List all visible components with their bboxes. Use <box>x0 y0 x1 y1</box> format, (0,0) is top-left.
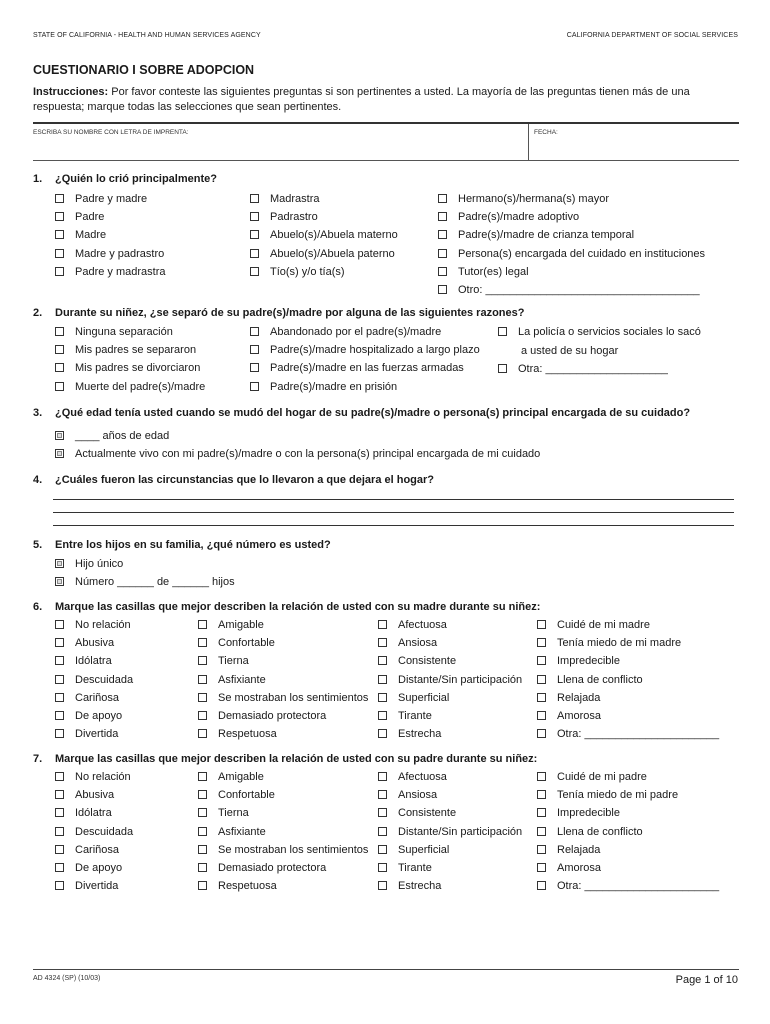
q7-option-label: Abusiva <box>75 789 115 802</box>
checkbox[interactable] <box>378 638 387 647</box>
page-number: Page 1 of 10 <box>675 974 738 986</box>
q6-option-label: Se mostraban los sentimientos <box>218 691 369 704</box>
q7-option-label: Amorosa <box>557 862 602 874</box>
checkbox[interactable] <box>537 620 546 629</box>
checkbox[interactable] <box>498 364 507 373</box>
q2-option-other[interactable]: Otra: ____________________ <box>498 362 668 376</box>
q7-option[interactable] <box>55 788 114 802</box>
checkbox[interactable] <box>378 656 387 665</box>
q1-option[interactable] <box>55 192 147 206</box>
question-5: 5. Entre los hijos en su familia, ¿qué número es usted? <box>33 539 331 551</box>
q6-option-label: Superficial <box>398 691 450 704</box>
checkbox[interactable] <box>198 638 207 647</box>
checkbox[interactable] <box>537 772 546 781</box>
checkbox[interactable] <box>55 675 64 684</box>
q7-option-label: Amigable <box>218 771 264 783</box>
checkbox[interactable] <box>537 863 546 872</box>
checkbox[interactable] <box>55 267 64 276</box>
checkbox[interactable] <box>498 327 507 336</box>
q6-option-label: Ansiosa <box>398 637 438 650</box>
q7-option[interactable] <box>537 843 600 857</box>
checkbox[interactable] <box>55 693 64 702</box>
q7-option-label: Tirante <box>398 862 432 874</box>
q6-option-label: Respetuosa <box>218 728 277 741</box>
checkbox[interactable] <box>198 656 207 665</box>
q6-option-label: Distante/Sin participación <box>398 673 523 686</box>
question-3: 3. ¿Qué edad tenía usted cuando se mudó del hogar de su padre(s)/madre o persona(s) principal encargada de su cuidado? <box>33 407 691 419</box>
q1-option[interactable] <box>438 228 634 242</box>
q7-option[interactable] <box>198 861 326 875</box>
q1-option-label: Padre <box>75 211 105 224</box>
q7-option[interactable] <box>378 770 447 784</box>
checkbox[interactable] <box>378 808 387 817</box>
q6-option[interactable] <box>537 691 600 705</box>
q6-option[interactable] <box>198 691 368 705</box>
q2-option[interactable] <box>55 361 200 375</box>
q1-option[interactable] <box>438 247 705 261</box>
checkbox[interactable] <box>438 194 447 203</box>
q7-option-label: Consistente <box>398 807 457 820</box>
name-date-divider <box>528 124 529 160</box>
q2-option-label: Padre(s)/madre en las fuerzas armadas <box>270 362 464 375</box>
checkbox[interactable] <box>537 827 546 836</box>
checkbox[interactable] <box>378 881 387 890</box>
q6-option[interactable] <box>537 618 650 632</box>
q2-option-label: Padre(s)/madre hospitalizado a largo plazo <box>270 344 480 357</box>
q6-option[interactable] <box>378 691 449 705</box>
checkbox[interactable] <box>250 327 259 336</box>
answer-line-1[interactable] <box>53 499 734 500</box>
q7-option[interactable] <box>378 825 522 839</box>
agency-left: STATE OF CALIFORNIA - HEALTH AND HUMAN SERVICES AGENCY <box>33 32 261 39</box>
q7-option-label: Cuidé de mi padre <box>557 771 647 783</box>
q7-option-label: Asfixiante <box>218 825 266 838</box>
q1-option[interactable] <box>438 283 700 297</box>
q6-option-label: Cuidé de mi madre <box>557 619 650 631</box>
checkbox[interactable] <box>55 449 64 458</box>
q7-option-label: De apoyo <box>75 862 123 874</box>
q2-option-label: Padre(s)/madre en prisión <box>270 380 398 393</box>
q7-option[interactable] <box>537 861 601 875</box>
name-box-top <box>33 122 739 124</box>
q1-option-label: Madrastra <box>270 193 320 205</box>
q1-option[interactable] <box>250 247 395 261</box>
checkbox[interactable] <box>378 620 387 629</box>
checkbox[interactable] <box>198 693 207 702</box>
q6-option-label: Otra: ______________________ <box>557 728 720 741</box>
name-label: ESCRIBA SU NOMBRE CON LETRA DE IMPRENTA: <box>33 129 189 136</box>
q7-option[interactable] <box>378 879 441 893</box>
q6-option-label: Consistente <box>398 655 457 668</box>
checkbox[interactable] <box>438 267 447 276</box>
q7-option-label: No relación <box>75 771 131 783</box>
checkbox[interactable] <box>55 845 64 854</box>
q7-option-label: Idólatra <box>75 807 112 820</box>
q6-option[interactable] <box>378 654 456 668</box>
checkbox[interactable] <box>537 656 546 665</box>
q6-option-label: Amigable <box>218 619 264 631</box>
checkbox[interactable] <box>55 559 64 568</box>
q7-option[interactable] <box>378 806 456 820</box>
q3-option-age[interactable]: ____ años de edad <box>55 429 169 443</box>
checkbox[interactable] <box>55 881 64 890</box>
q6-option[interactable] <box>537 709 601 723</box>
q7-option[interactable] <box>55 861 122 875</box>
question-1: 1. ¿Quién lo crió principalmente? <box>33 173 217 185</box>
checkbox[interactable] <box>537 638 546 647</box>
q6-option-label: Demasiado protectora <box>218 710 327 722</box>
checkbox[interactable] <box>55 638 64 647</box>
checkbox[interactable] <box>378 790 387 799</box>
q6-option-label: Amorosa <box>557 710 602 722</box>
checkbox[interactable] <box>55 729 64 738</box>
q6-option-label: Divertida <box>75 728 119 741</box>
checkbox[interactable] <box>55 863 64 872</box>
checkbox[interactable] <box>537 693 546 702</box>
q1-option-label: Otro: ___________________________________ <box>458 284 700 296</box>
q7-option[interactable] <box>537 825 643 839</box>
checkbox[interactable] <box>378 863 387 872</box>
checkbox[interactable] <box>438 285 447 294</box>
q7-option[interactable] <box>55 843 119 857</box>
q1-option[interactable] <box>55 265 165 279</box>
answer-line-3[interactable] <box>53 525 734 526</box>
q6-option-label: No relación <box>75 619 131 631</box>
q7-option-label: Impredecible <box>557 807 620 820</box>
q5-option-number[interactable]: Número ______ de ______ hijos <box>55 575 235 589</box>
q2-option-label: Mis padres se divorciaron <box>75 362 201 375</box>
q1-option-label: Padre y madrastra <box>75 265 166 278</box>
checkbox[interactable] <box>378 827 387 836</box>
instructions-text: Por favor conteste las siguientes preguntas si son pertinentes a usted. La mayoría de las preguntas tienen más de una respuesta; marque todas las selecciones que sean pertinentes. <box>33 86 690 113</box>
checkbox[interactable] <box>438 212 447 221</box>
q6-option-label: Cariñosa <box>75 691 120 704</box>
q2-option[interactable] <box>55 343 196 357</box>
q2-option[interactable] <box>250 361 464 375</box>
q6-option-label: Estrecha <box>398 728 442 741</box>
checkbox[interactable] <box>250 345 259 354</box>
q6-option[interactable] <box>378 636 437 650</box>
checkbox[interactable] <box>198 620 207 629</box>
q3-option-live-with[interactable]: Actualmente vivo con mi padre(s)/madre o con la persona(s) principal encargada de mi cuidado <box>55 447 540 461</box>
q6-option-label: Idólatra <box>75 655 112 668</box>
q6-option[interactable] <box>378 618 447 632</box>
q7-option[interactable] <box>537 788 678 802</box>
checkbox[interactable] <box>537 881 546 890</box>
q1-option-label: Tío(s) y/o tía(s) <box>270 265 345 278</box>
checkbox[interactable] <box>198 790 207 799</box>
q1-option[interactable] <box>438 265 529 279</box>
q6-option[interactable] <box>198 636 275 650</box>
q6-option[interactable] <box>537 654 620 668</box>
q1-option[interactable] <box>438 192 609 206</box>
q7-option-label: Estrecha <box>398 880 442 893</box>
q6-option[interactable] <box>537 636 681 650</box>
q6-option-label: Llena de conflicto <box>557 673 643 686</box>
name-box-bottom <box>33 160 739 161</box>
checkbox[interactable] <box>250 363 259 372</box>
q6-option-label: Tirante <box>398 710 432 722</box>
checkbox[interactable] <box>250 382 259 391</box>
q5-option-only-child[interactable]: Hijo único <box>55 557 123 571</box>
checkbox[interactable] <box>198 845 207 854</box>
q6-option-label: Tenía miedo de mi madre <box>557 637 682 650</box>
q1-option[interactable] <box>55 228 106 242</box>
q7-option-label: Se mostraban los sentimientos <box>218 843 369 856</box>
q7-option[interactable] <box>537 770 647 784</box>
q2-option-police-cont: a usted de su hogar <box>521 345 619 357</box>
q6-option[interactable] <box>55 691 119 705</box>
q6-option-label: De apoyo <box>75 710 123 722</box>
q6-option[interactable] <box>55 618 131 632</box>
checkbox[interactable] <box>378 675 387 684</box>
q7-option-label: Afectuosa <box>398 771 447 783</box>
question-6: 6. Marque las casillas que mejor describen la relación de usted con su madre durante su niñez: <box>33 601 541 613</box>
checkbox[interactable] <box>537 808 546 817</box>
checkbox[interactable] <box>438 230 447 239</box>
checkbox[interactable] <box>55 249 64 258</box>
q2-option[interactable] <box>250 380 397 394</box>
q6-option[interactable] <box>55 727 118 741</box>
q7-option[interactable] <box>198 770 264 784</box>
q6-option[interactable] <box>55 709 122 723</box>
q7-option-label: Respetuosa <box>218 880 277 893</box>
q6-option[interactable] <box>198 654 249 668</box>
q7-option-label: Tenía miedo de mi padre <box>557 789 679 802</box>
checkbox[interactable] <box>537 729 546 738</box>
q7-option[interactable] <box>378 788 437 802</box>
date-field[interactable] <box>532 136 738 160</box>
q2-option-police[interactable]: La policía o servicios sociales lo sacó <box>498 325 701 339</box>
q1-option[interactable] <box>55 247 164 261</box>
checkbox[interactable] <box>250 267 259 276</box>
checkbox[interactable] <box>55 345 64 354</box>
q6-option-label: Descuidada <box>75 673 134 686</box>
checkbox[interactable] <box>198 711 207 720</box>
q2-option[interactable] <box>250 343 480 357</box>
q6-option-label: Tierna <box>218 655 249 668</box>
q7-option[interactable] <box>537 806 620 820</box>
q1-option-label: Madre <box>75 229 107 242</box>
instructions <box>33 85 733 115</box>
q7-option[interactable] <box>55 879 118 893</box>
q1-option-label: Hermano(s)/hermana(s) mayor <box>458 193 609 205</box>
q6-option[interactable] <box>378 727 441 741</box>
checkbox[interactable] <box>378 711 387 720</box>
q1-option-label: Abuelo(s)/Abuela paterno <box>270 247 395 260</box>
q2-option-label: Mis padres se separaron <box>75 344 197 357</box>
q7-option-label: Superficial <box>398 843 450 856</box>
checkbox[interactable] <box>378 772 387 781</box>
q1-option-label: Tutor(es) legal <box>458 265 529 278</box>
q1-option-label: Persona(s) encargada del cuidado en instituciones <box>458 247 706 260</box>
date-label: FECHA: <box>534 129 558 136</box>
checkbox[interactable] <box>55 577 64 586</box>
question-2: 2. Durante su niñez, ¿se separó de su padre(s)/madre por alguna de las siguientes razones? <box>33 307 525 319</box>
form-title: CUESTIONARIO I SOBRE ADOPCION <box>33 63 255 77</box>
q7-option-label: Ansiosa <box>398 789 438 802</box>
q6-option-label: Afectuosa <box>398 619 447 631</box>
checkbox[interactable] <box>378 729 387 738</box>
q7-option[interactable] <box>55 806 112 820</box>
q2-option[interactable] <box>55 380 205 394</box>
checkbox[interactable] <box>55 327 64 336</box>
q2-option-label: Muerte del padre(s)/madre <box>75 380 206 393</box>
checkbox[interactable] <box>378 693 387 702</box>
q6-option[interactable] <box>378 709 432 723</box>
checkbox[interactable] <box>198 827 207 836</box>
q1-option[interactable] <box>55 210 104 224</box>
q6-option[interactable] <box>378 673 522 687</box>
checkbox[interactable] <box>198 808 207 817</box>
checkbox[interactable] <box>250 194 259 203</box>
checkbox[interactable] <box>55 230 64 239</box>
q1-option[interactable] <box>250 210 318 224</box>
checkbox[interactable] <box>537 675 546 684</box>
q7-option-label: Divertida <box>75 880 119 893</box>
checkbox[interactable] <box>55 772 64 781</box>
name-field[interactable] <box>33 136 525 160</box>
form-id: AD 4324 (SP) (10/03) <box>33 975 101 982</box>
checkbox[interactable] <box>537 845 546 854</box>
checkbox[interactable] <box>250 230 259 239</box>
q1-option[interactable] <box>250 192 320 206</box>
question-7: 7. Marque las casillas que mejor describen la relación de usted con su padre durante su niñez: <box>33 753 538 765</box>
q6-option[interactable] <box>198 618 264 632</box>
checkbox[interactable] <box>55 620 64 629</box>
answer-line-2[interactable] <box>53 512 734 513</box>
checkbox[interactable] <box>55 363 64 372</box>
checkbox[interactable] <box>537 711 546 720</box>
q7-option[interactable] <box>378 861 432 875</box>
agency-right: CALIFORNIA DEPARTMENT OF SOCIAL SERVICES <box>566 32 738 39</box>
checkbox[interactable] <box>250 249 259 258</box>
instructions-label: Instrucciones: <box>33 86 109 98</box>
q7-option-label: Cariñosa <box>75 843 120 856</box>
q1-option-label: Padre y madre <box>75 193 148 205</box>
checkbox[interactable] <box>198 729 207 738</box>
q6-option[interactable] <box>55 673 133 687</box>
checkbox[interactable] <box>198 863 207 872</box>
q2-option[interactable] <box>250 325 441 339</box>
q1-option-label: Abuelo(s)/Abuela materno <box>270 229 398 242</box>
checkbox[interactable] <box>537 790 546 799</box>
q6-option-label: Abusiva <box>75 637 115 650</box>
checkbox[interactable] <box>55 711 64 720</box>
q7-option-label: Demasiado protectora <box>218 862 327 874</box>
q6-option[interactable] <box>55 636 114 650</box>
checkbox[interactable] <box>55 808 64 817</box>
q7-option[interactable] <box>198 879 277 893</box>
q6-option-label: Impredecible <box>557 655 620 668</box>
q7-option-label: Tierna <box>218 807 249 820</box>
q1-option-label: Madre y padrastro <box>75 247 165 260</box>
checkbox[interactable] <box>55 790 64 799</box>
q2-option-label: Abandonado por el padre(s)/madre <box>270 326 442 338</box>
q7-option[interactable] <box>378 843 449 857</box>
checkbox[interactable] <box>438 249 447 258</box>
q6-option[interactable] <box>537 727 719 741</box>
checkbox[interactable] <box>55 212 64 221</box>
q6-option[interactable] <box>55 654 112 668</box>
question-4: 4. ¿Cuáles fueron las circunstancias que lo llevaron a que dejara el hogar? <box>33 474 435 486</box>
checkbox[interactable] <box>198 675 207 684</box>
q7-option-label: Relajada <box>557 843 601 856</box>
q6-option-label: Relajada <box>557 691 601 704</box>
q7-option-label: Otra: ______________________ <box>557 880 720 893</box>
footer-rule <box>33 969 739 970</box>
q1-option-label: Padrastro <box>270 211 318 224</box>
q6-option[interactable] <box>537 673 643 687</box>
checkbox[interactable] <box>55 431 64 440</box>
q6-option-label: Asfixiante <box>218 673 266 686</box>
q6-option[interactable] <box>198 727 277 741</box>
q7-option[interactable] <box>55 825 133 839</box>
checkbox[interactable] <box>198 881 207 890</box>
q7-option-label: Confortable <box>218 789 275 802</box>
q7-option-label: Distante/Sin participación <box>398 825 523 838</box>
q7-option[interactable] <box>198 843 368 857</box>
checkbox[interactable] <box>378 845 387 854</box>
checkbox[interactable] <box>55 656 64 665</box>
checkbox[interactable] <box>250 212 259 221</box>
q2-option-label: Ninguna separación <box>75 326 173 338</box>
q7-option[interactable] <box>198 788 275 802</box>
q7-option-label: Descuidada <box>75 825 134 838</box>
q1-option[interactable] <box>250 265 345 279</box>
q7-option[interactable] <box>198 806 249 820</box>
checkbox[interactable] <box>55 194 64 203</box>
q2-option[interactable] <box>55 325 173 339</box>
q7-option-label: Llena de conflicto <box>557 825 643 838</box>
q7-option[interactable] <box>537 879 719 893</box>
q7-option[interactable] <box>55 770 131 784</box>
q6-option[interactable] <box>198 709 326 723</box>
q6-option-label: Confortable <box>218 637 275 650</box>
checkbox[interactable] <box>55 827 64 836</box>
q1-option-label: Padre(s)/madre de crianza temporal <box>458 229 635 242</box>
q6-option[interactable] <box>198 673 266 687</box>
q1-option-label: Padre(s)/madre adoptivo <box>458 211 580 224</box>
q1-option[interactable] <box>438 210 579 224</box>
checkbox[interactable] <box>198 772 207 781</box>
q7-option[interactable] <box>198 825 266 839</box>
q1-option[interactable] <box>250 228 398 242</box>
checkbox[interactable] <box>55 382 64 391</box>
